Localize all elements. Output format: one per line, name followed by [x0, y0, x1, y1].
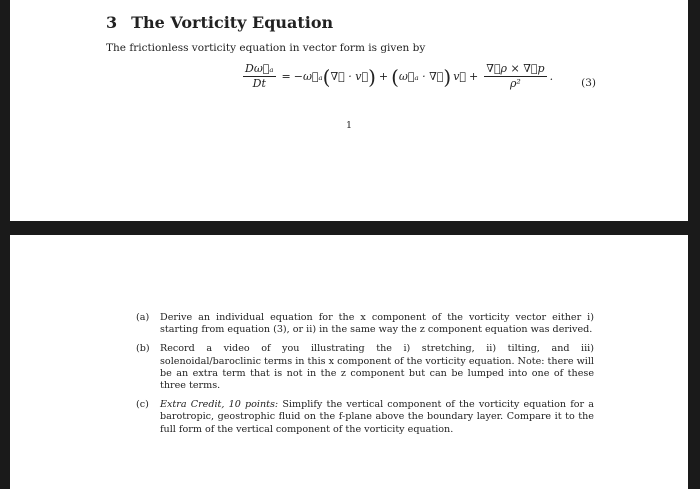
- term1-inner: ∇⃗ · v⃗: [330, 70, 369, 83]
- page-number: 1: [346, 120, 353, 131]
- paren-close-2: ): [443, 64, 452, 89]
- question-part-b: [136, 343, 594, 392]
- vorticity-equation: [240, 62, 553, 91]
- extra-credit-label: Extra Credit, 10 points:: [160, 399, 279, 411]
- section-title: The Vorticity Equation: [131, 13, 334, 32]
- part-label: (b): [136, 343, 150, 355]
- part-label: (c): [136, 399, 149, 411]
- question-part-a: [136, 312, 594, 336]
- lhs-denominator: Dt: [252, 77, 266, 90]
- term2-inner: ω⃗ₐ · ∇⃗: [398, 70, 444, 83]
- question-part-c: [136, 399, 594, 436]
- part-text: Simplify the vertical component of the vorticity equation for a barotropic, geostrophic fluid on the f-plane above the boundary layer. Compare it to the full form of the vertical component of the vorticity equation.: [160, 399, 595, 435]
- rhs-fraction: [484, 62, 546, 91]
- rhs-denominator: ρ²: [509, 77, 521, 90]
- document-page-2: [10, 235, 688, 489]
- part-text-wrapper: [160, 399, 594, 436]
- part-label: (a): [136, 312, 150, 323]
- part-text: Derive an individual equation for the x component of the vorticity vector either i) starting from equation (3), or ii) in the same way the z component equation was derived.: [160, 312, 594, 336]
- lhs-fraction: [243, 62, 276, 91]
- equals-sign: =: [281, 70, 291, 83]
- document-page-1: [10, 0, 688, 221]
- paren-close-1: ): [368, 64, 376, 89]
- term1-coefficient: −ω⃗ₐ: [293, 70, 323, 83]
- section-number: 3: [106, 13, 118, 32]
- paren-open-1: (: [322, 64, 331, 89]
- intro-text: The frictionless vorticity equation in vector form is given by: [106, 42, 426, 54]
- plus-sign-2: +: [469, 70, 479, 83]
- paren-open-2: (: [391, 64, 399, 89]
- question-parts: [136, 312, 594, 443]
- section-heading: [106, 13, 333, 32]
- rhs-numerator: ∇⃗ρ × ∇⃗p: [486, 62, 545, 75]
- equation-period: .: [549, 70, 554, 83]
- plus-sign-1: +: [378, 70, 389, 83]
- part-text: Record a video of you illustrating the i) stretching, ii) tilting, and iii) solenoidal/baroclinic terms in this x component of the vorticity equation. Note: there will be an extra term that is not in the z component but can be lumped into one of these three terms.: [160, 343, 594, 392]
- term2-tail: v⃗: [453, 70, 467, 83]
- equation-number: (3): [581, 77, 596, 89]
- lhs-numerator: Dω⃗ₐ: [245, 62, 274, 75]
